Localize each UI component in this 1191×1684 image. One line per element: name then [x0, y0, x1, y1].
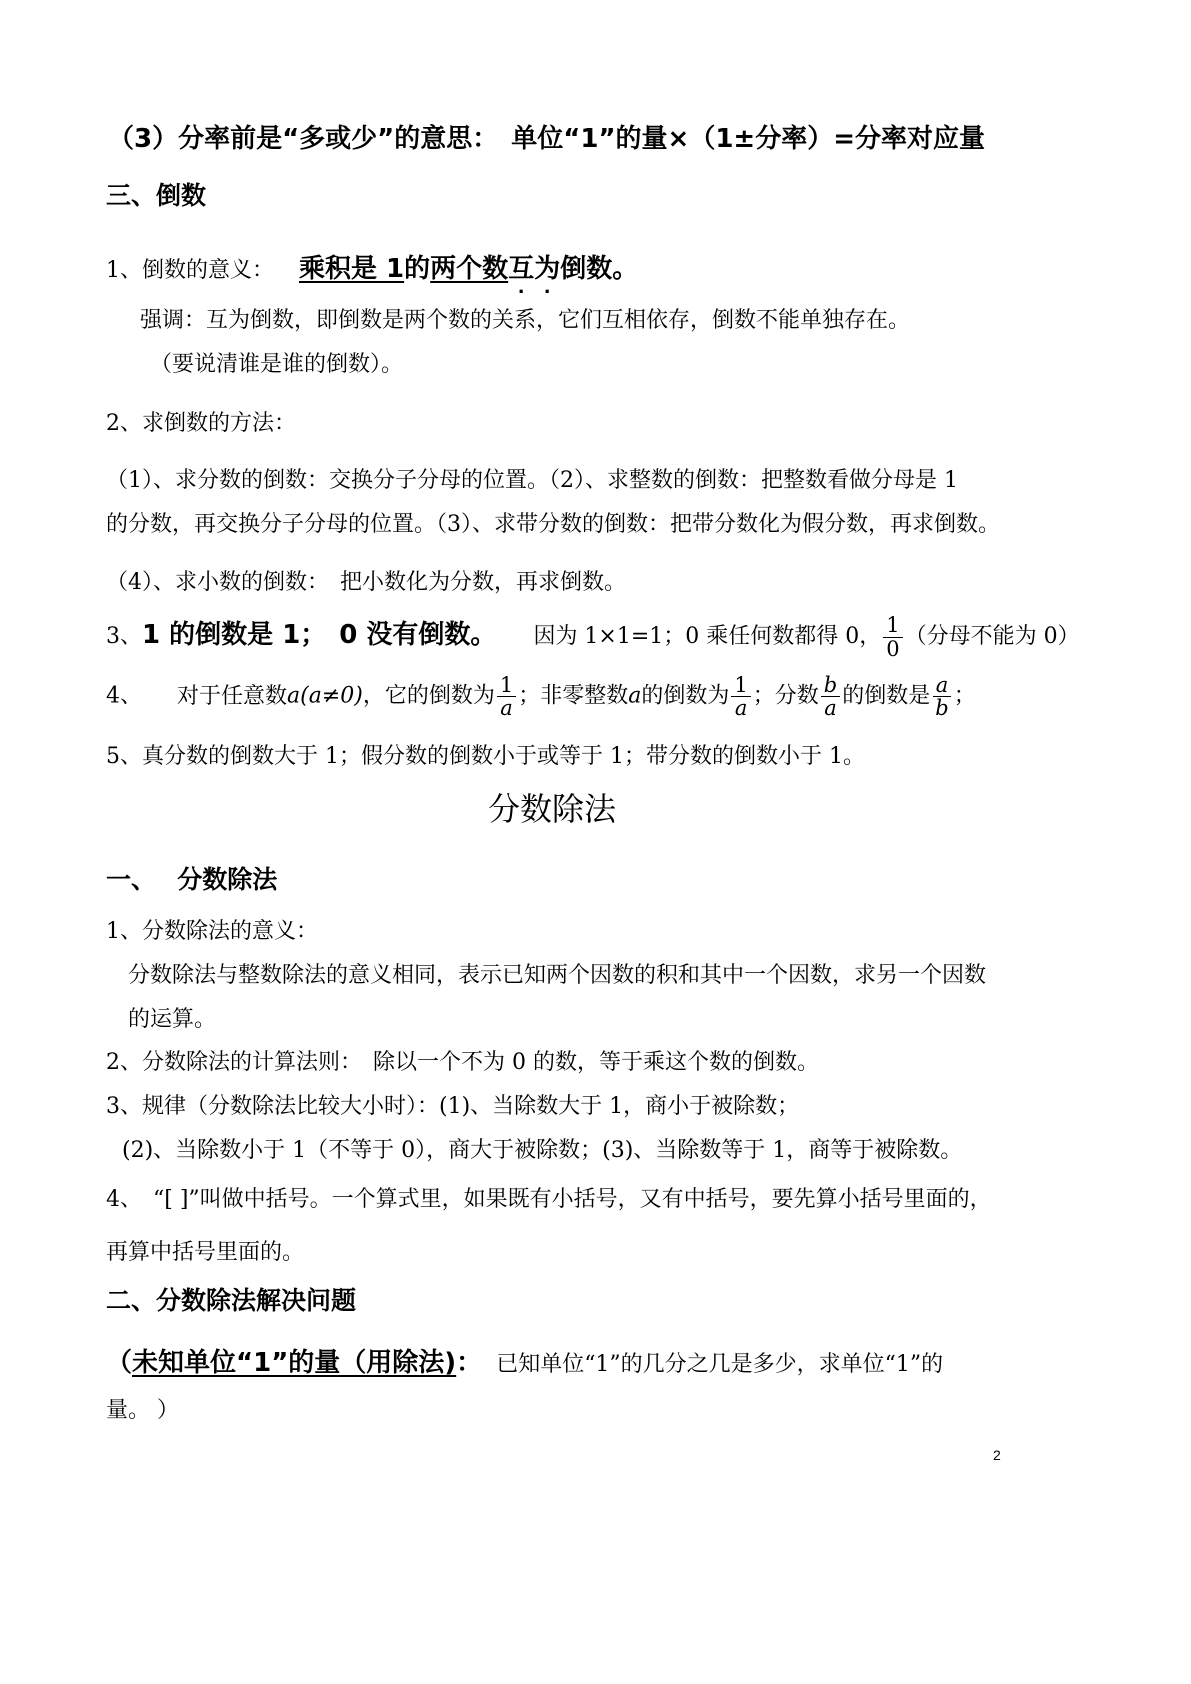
colon: ：	[456, 1348, 483, 1378]
line-brackets: 4、 “[ ]”叫做中括号。一个算式里，如果既有小括号，又有中括号，要先算小括号里面的，	[106, 1187, 992, 1212]
line-reciprocal-meaning	[106, 248, 638, 285]
numerator: 1	[731, 674, 750, 697]
text-reciprocal: 倒数。	[560, 254, 639, 284]
line-unknown-unit	[106, 1342, 943, 1379]
line-division-pattern-cont: (2)、当除数小于 1（不等于 0），商大于被除数；(3)、当除数等于 1，商等于被除数。	[122, 1138, 963, 1163]
denominator: a	[824, 696, 837, 721]
variable-a-nonzero: a(a≠0)	[287, 683, 363, 709]
heading-reciprocal: 三、倒数	[106, 181, 207, 210]
line-brackets-cont: 再算中括号里面的。	[106, 1240, 305, 1265]
page-title: 分数除法	[488, 790, 617, 828]
variable-a: a	[628, 683, 642, 709]
dotted-char-wei: 为	[534, 254, 561, 284]
line-rule-3	[106, 614, 1080, 660]
numerator: b	[821, 674, 840, 697]
label-4: 4、	[106, 683, 142, 709]
denominator-note: （分母不能为 0）	[904, 624, 1080, 649]
underlined-two-numbers: 两个数	[430, 254, 509, 284]
line-rule-5: 5、真分数的倒数大于 1；假分数的倒数小于或等于 1；带分数的倒数小于 1。	[106, 744, 865, 769]
text-nonzero-integer: ；非零整数	[518, 683, 629, 709]
line-division-meaning: 分数除法与整数除法的意义相同，表示已知两个因数的积和其中一个因数，求另一个因数	[128, 963, 987, 988]
fraction-1-over-a	[497, 674, 516, 719]
text-semicolon: ；	[953, 683, 976, 709]
line-clarify: （要说清谁是谁的倒数）。	[150, 352, 404, 377]
dotted-char-hu: 互	[508, 254, 535, 284]
text-any-number: 对于任意数	[177, 683, 288, 709]
line-division-meaning-cont: 的运算。	[128, 1007, 217, 1032]
line-division-pattern: 3、规律（分数除法比较大小时）：(1)、当除数大于 1，商小于被除数；	[106, 1094, 800, 1119]
line-method-2: 的分数，再交换分子分母的位置。（3）、求带分数的倒数：把带分数化为假分数，再求倒数。	[106, 512, 1001, 537]
line-method-4: （4）、求小数的倒数： 把小数化为分数，再求倒数。	[106, 570, 626, 595]
line-method-heading: 2、求倒数的方法：	[106, 411, 296, 436]
denominator: b	[935, 696, 949, 721]
text-its-reciprocal: ，它的倒数为	[362, 683, 495, 709]
underlined-product-is-one: 乘积是 1	[299, 254, 405, 284]
fraction-a-over-b	[932, 674, 951, 719]
denominator: a	[500, 696, 513, 721]
reason-text: 因为 1×1=1；0 乘任何数都得 0，	[533, 624, 882, 649]
fraction-1-over-a-2	[731, 674, 750, 719]
text-de: 的	[404, 254, 431, 284]
numerator: a	[933, 674, 952, 697]
text-reciprocal-of: 的倒数是	[842, 683, 931, 709]
denominator: 0	[886, 636, 900, 661]
text-reciprocal-is: 的倒数为	[641, 683, 730, 709]
line-fraction-rate-formula: （3）分率前是“多或少”的意思： 单位“1”的量×（1±分率）=分率对应量	[108, 124, 985, 154]
numerator: 1	[883, 614, 902, 637]
heading-division-problems: 二、分数除法解决问题	[106, 1286, 357, 1315]
label-reciprocal-meaning: 1、倒数的意义：	[106, 258, 274, 283]
fraction-b-over-a	[821, 674, 840, 719]
denominator: a	[734, 696, 748, 721]
text-known-fraction: 已知单位“1”的几分之几是多少，求单位“1”的	[496, 1352, 944, 1377]
rule-one-and-zero: 1 的倒数是 1； 0 没有倒数。	[142, 620, 497, 650]
line-division-meaning-heading: 1、分数除法的意义：	[106, 919, 318, 944]
line-unknown-unit-cont: 量。 ）	[106, 1398, 179, 1423]
fraction-one-over-zero	[883, 614, 902, 659]
line-method-1: （1）、求分数的倒数：交换分子分母的位置。（2）、求整数的倒数：把整数看做分母是 1	[106, 468, 958, 493]
line-rule-4	[106, 674, 976, 719]
line-emphasis: 强调：互为倒数，即倒数是两个数的关系，它们互相依存，倒数不能单独存在。	[140, 308, 911, 333]
label-3: 3、	[106, 624, 142, 649]
numerator: 1	[497, 674, 516, 697]
definition-reciprocal	[299, 254, 638, 284]
line-division-rule: 2、分数除法的计算法则： 除以一个不为 0 的数，等于乘这个数的倒数。	[106, 1050, 819, 1075]
page-number: 2	[993, 1447, 1001, 1463]
open-paren: （	[106, 1348, 133, 1378]
heading-fraction-division: 一、 分数除法	[106, 865, 278, 894]
underlined-unknown-unit: 未知单位“1”的量（用除法)	[132, 1348, 457, 1378]
text-fraction: ；分数	[752, 683, 819, 709]
